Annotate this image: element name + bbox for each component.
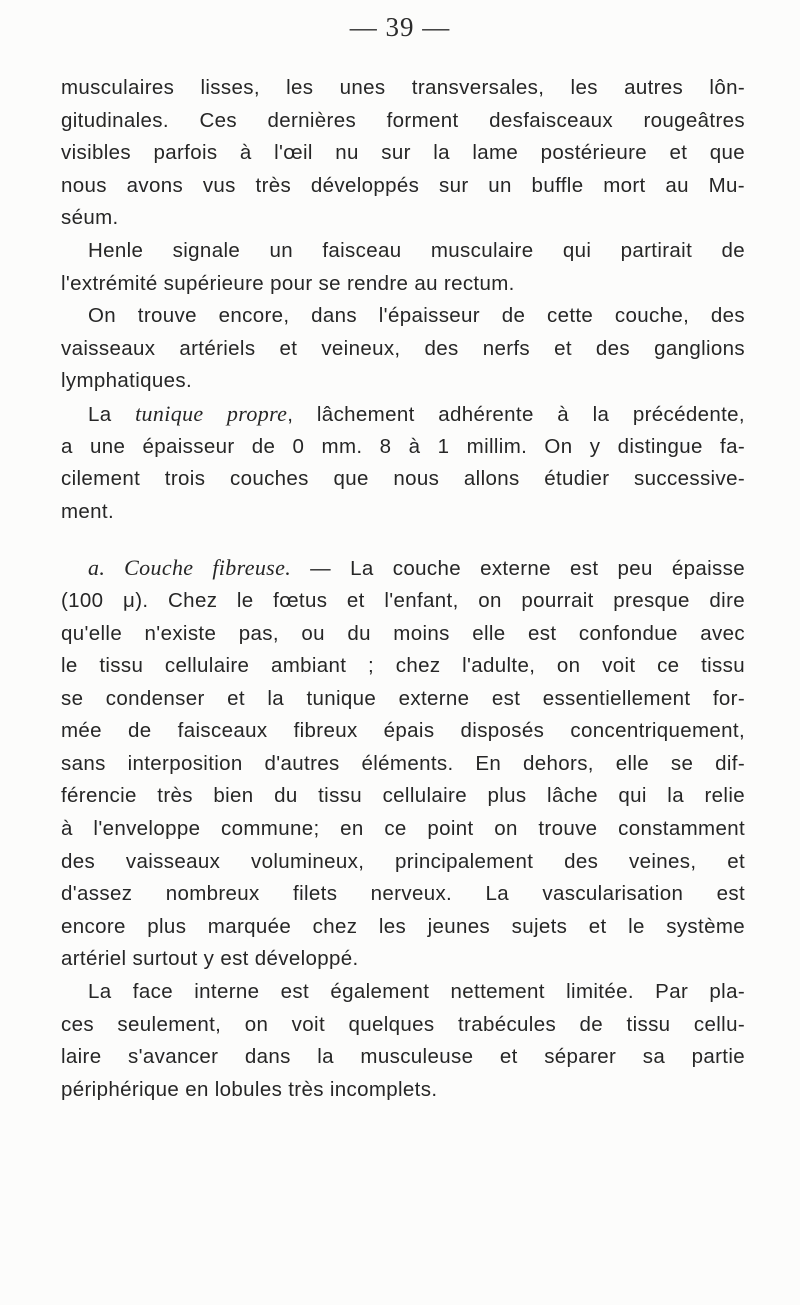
- text-line: [61, 552, 745, 585]
- text-line: l'extrémité supérieure pour se rendre au rectum.: [61, 271, 515, 295]
- text-line: musculaires lisses, les unes transversales, les autres lôn-: [61, 76, 745, 99]
- text-line: sans interposition d'autres éléments. En dehors, elle se dif-: [61, 751, 745, 775]
- text-line: visibles parfois à l'œil nu sur la lame postérieure et que: [61, 141, 745, 165]
- text-line: le tissu cellulaire ambiant ; chez l'adulte, on voit ce tissu: [61, 654, 745, 678]
- text-line: des vaisseaux volumineux, principalement des veines, et: [61, 849, 745, 873]
- text-line: ment.: [61, 499, 115, 523]
- text-line: mée de faisceaux fibreux épais disposés concentriquement,: [61, 719, 745, 743]
- text-line: ces seulement, on voit quelques trabécules de tissu cellu-: [61, 1012, 745, 1036]
- text-line: cilement trois couches que nous allons étudier successive-: [61, 467, 745, 491]
- section-gap: [61, 528, 745, 552]
- text-line: férencie très bien du tissu cellulaire plus lâche qui la relie: [61, 784, 745, 808]
- text-line: vaisseaux artériels et veineux, des nerfs et des ganglions: [61, 336, 745, 360]
- paragraph: [61, 235, 745, 300]
- section-heading: a. Couche fibreuse.: [88, 555, 292, 581]
- text-run: La: [88, 402, 136, 426]
- text-line: laire s'avancer dans la musculeuse et séparer sa partie: [61, 1045, 745, 1069]
- text-line: a une épaisseur de 0 mm. 8 à 1 millim. On y distingue fa-: [61, 434, 745, 458]
- text-line: se condenser et la tunique externe est essentiellement for-: [61, 686, 745, 710]
- text-line: périphérique en lobules très incomplets.: [61, 1077, 438, 1101]
- text-line: (100 μ). Chez le fœtus et l'enfant, on pourrait presque dire: [61, 588, 745, 612]
- text-line: séum.: [61, 206, 119, 230]
- text-line: encore plus marquée chez les jeunes sujets et le système: [61, 914, 745, 938]
- paragraph: [61, 398, 745, 528]
- paragraph: [61, 300, 745, 398]
- text-run: , lâchement adhérente à la précédente,: [287, 402, 745, 426]
- text-line: On trouve encore, dans l'épaisseur de cette couche, des: [88, 304, 745, 328]
- text-line: [61, 398, 745, 431]
- paragraph: [61, 552, 745, 976]
- text-line: qu'elle n'existe pas, ou du moins elle est confondue avec: [61, 621, 745, 645]
- text-run: — La couche externe est peu épaisse: [291, 557, 745, 581]
- page-number: — 39 —: [349, 12, 451, 42]
- paragraph: [61, 72, 745, 235]
- text-line: Henle signale un faisceau musculaire qui partirait de: [88, 238, 745, 262]
- text-line: artériel surtout y est développé.: [61, 947, 359, 971]
- text-line: La face interne est également nettement limitée. Par pla-: [88, 980, 745, 1004]
- body-text: [61, 72, 745, 1106]
- text-line: gitudinales. Ces dernières forment desfaisceaux rougeâtres: [61, 108, 745, 132]
- text-line: nous avons vus très développés sur un buffle mort au Mu-: [61, 173, 745, 197]
- paragraph: [61, 976, 745, 1106]
- text-line: à l'enveloppe commune; en ce point on trouve constamment: [61, 817, 745, 841]
- text-line: d'assez nombreux filets nerveux. La vascularisation est: [61, 882, 745, 906]
- text-line: lymphatiques.: [61, 369, 193, 393]
- italic-term: tunique propre: [135, 400, 288, 426]
